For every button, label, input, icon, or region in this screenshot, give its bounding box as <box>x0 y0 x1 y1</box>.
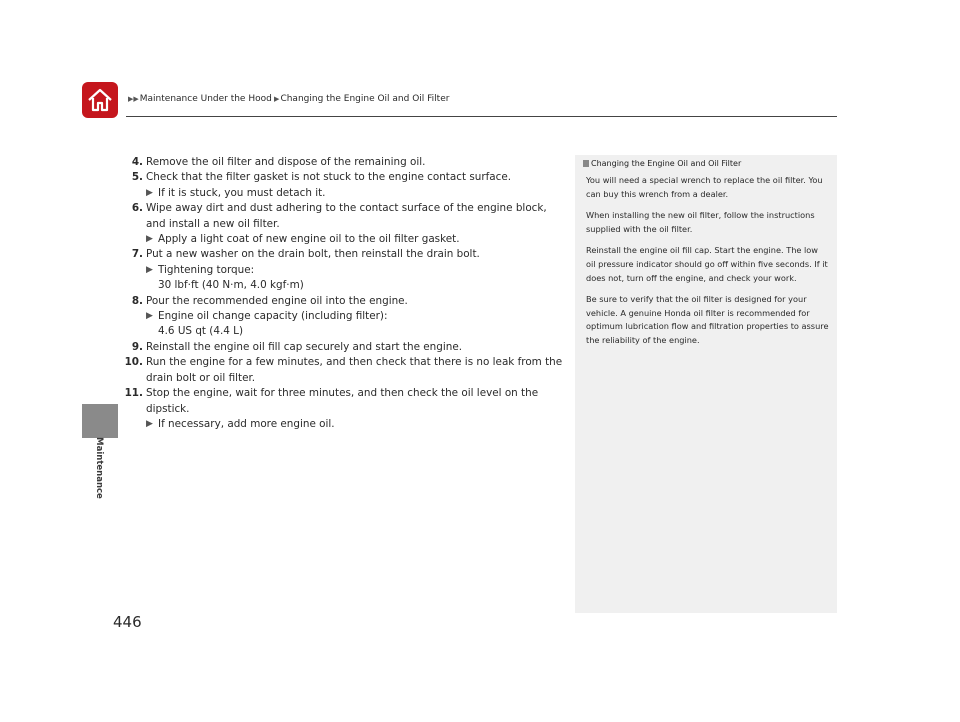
subnote-arrow-icon: ▶ <box>146 234 153 245</box>
step-item <box>114 201 564 247</box>
step-subnote <box>146 309 564 340</box>
sidebar-paragraph: Reinstall the engine oil fill cap. Start the engine. The low oil pressure indicator should go off within five seconds. If it does not, turn off the engine, and check your work. <box>586 245 828 283</box>
step-subnote <box>146 186 564 201</box>
step-number: 11. <box>124 387 143 400</box>
subnote-text: Engine oil change capacity (including filter): <box>158 310 388 323</box>
step-number: 10. <box>124 356 143 369</box>
step-number: 8. <box>131 294 143 307</box>
subnote-text: Tightening torque: <box>158 263 255 276</box>
step-text: Pour the recommended engine oil into the engine. <box>146 294 408 307</box>
page-number: 446 <box>113 613 142 631</box>
section-tab-label: Maintenance <box>94 437 105 499</box>
step-item <box>114 294 564 340</box>
header-divider <box>126 116 837 117</box>
step-text: Reinstall the engine oil fill cap securely and start the engine. <box>146 340 463 353</box>
step-number: 5. <box>131 171 143 184</box>
sidebar-body <box>586 174 830 356</box>
sidebar-title: Changing the Engine Oil and Oil Filter <box>583 159 741 168</box>
section-tab[interactable] <box>82 404 118 438</box>
step-item <box>114 247 564 293</box>
step-item <box>114 355 564 386</box>
step-subnote <box>146 263 564 294</box>
subnote-value: 4.6 US qt (4.4 L) <box>158 325 244 338</box>
step-text: Stop the engine, wait for three minutes, and then check the oil level on the dipstick. <box>146 387 539 415</box>
subnote-arrow-icon: ▶ <box>146 187 153 198</box>
subnote-arrow-icon: ▶ <box>146 264 153 275</box>
step-text: Run the engine for a few minutes, and then check that there is no leak from the drain bolt or oil filter. <box>146 356 563 384</box>
sidebar-paragraph: When installing the new oil filter, follow the instructions supplied with the oil filter. <box>586 210 815 234</box>
step-text: Wipe away dirt and dust adhering to the contact surface of the engine block, and install a new oil filter. <box>146 202 547 230</box>
note-flag-icon <box>583 160 589 167</box>
step-subnote <box>146 232 564 247</box>
breadcrumb-item-changing-engine-oil[interactable]: Changing the Engine Oil and Oil Filter <box>280 94 450 104</box>
step-number: 4. <box>131 156 143 168</box>
subnote-arrow-icon: ▶ <box>146 418 153 429</box>
step-item <box>114 386 564 432</box>
breadcrumb-arrow-icon: ▶ <box>271 95 280 103</box>
home-icon <box>86 87 114 113</box>
subnote-text: If it is stuck, you must detach it. <box>158 186 326 199</box>
breadcrumb-item-maintenance-under-the-hood[interactable]: Maintenance Under the Hood <box>139 94 272 104</box>
subnote-arrow-icon: ▶ <box>146 311 153 322</box>
step-text: Put a new washer on the drain bolt, then reinstall the drain bolt. <box>146 248 480 261</box>
subnote-text: If necessary, add more engine oil. <box>158 417 335 430</box>
step-number: 7. <box>131 248 143 261</box>
step-number: 6. <box>131 202 143 215</box>
step-text: Remove the oil filter and dispose of the remaining oil. <box>146 156 426 168</box>
note-sidebar <box>575 155 837 613</box>
breadcrumb-arrow-icon: ▶▶ <box>128 95 139 103</box>
subnote-value: 30 lbf·ft (40 N·m, 4.0 kgf·m) <box>158 279 304 292</box>
home-button[interactable] <box>82 82 118 118</box>
step-text: Check that the filter gasket is not stuck to the engine contact surface. <box>146 171 512 184</box>
step-number: 9. <box>131 340 143 353</box>
sidebar-paragraph: Be sure to verify that the oil filter is designed for your vehicle. A genuine Honda oil filter is recommended for optimum lubrication flow and filtration properties to assure the reliability of the engine. <box>586 294 829 345</box>
step-subnote <box>146 417 564 432</box>
procedure-steps <box>114 155 564 432</box>
step-item <box>114 155 564 170</box>
sidebar-paragraph: You will need a special wrench to replace the oil filter. You can buy this wrench from a dealer. <box>586 175 823 199</box>
subnote-text: Apply a light coat of new engine oil to the oil filter gasket. <box>158 233 460 246</box>
step-item <box>114 170 564 201</box>
step-item <box>114 340 564 355</box>
breadcrumb <box>128 94 449 104</box>
